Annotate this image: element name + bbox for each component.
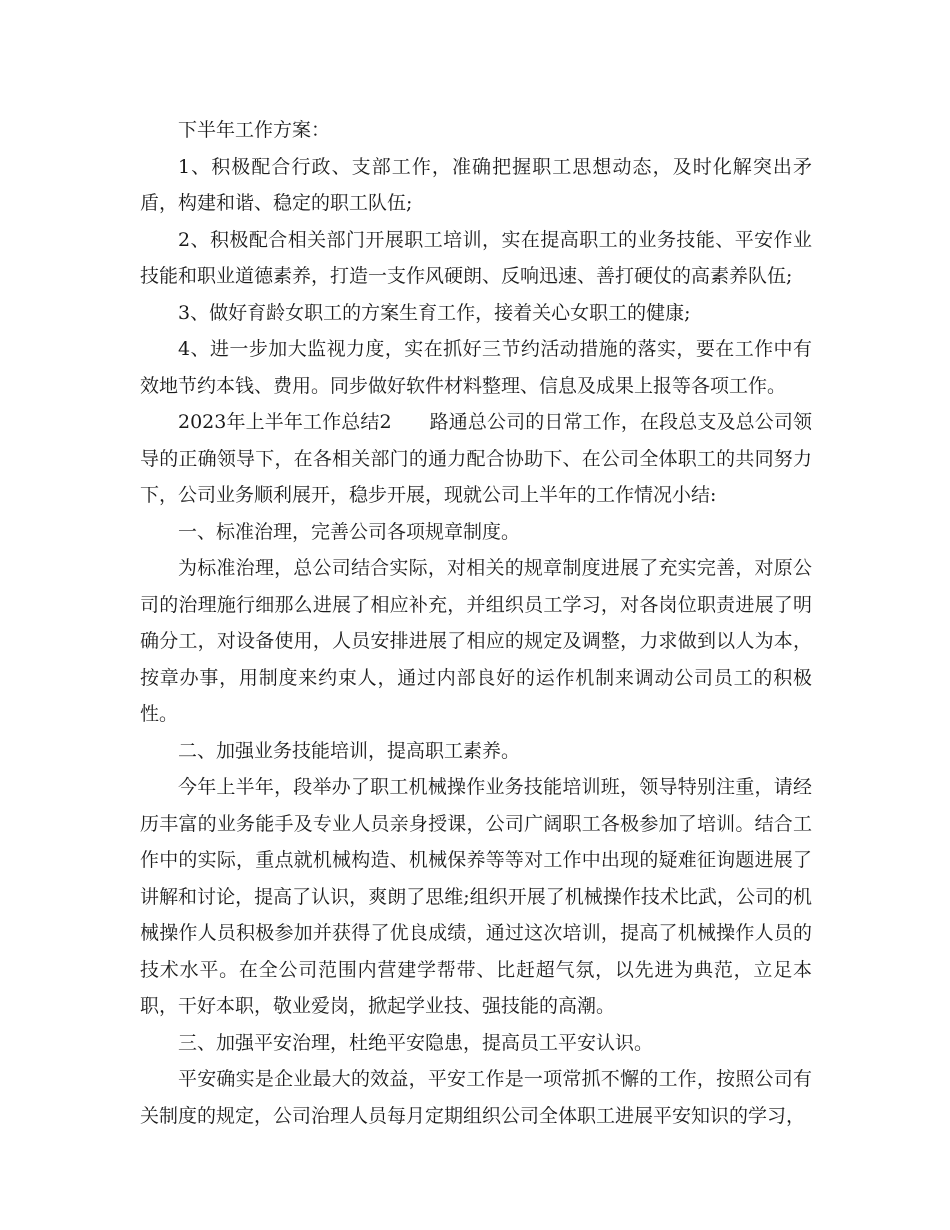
summary-title: 2023年上半年工作总结2	[178, 411, 392, 433]
section-3-body: 平安确实是企业最大的效益，平安工作是一项常抓不懈的工作，按照公司有关制度的规定，公司治理人员每月定期组织公司全体职工进展平安知识的学习，	[140, 1068, 812, 1127]
section-1-body: 为标准治理，总公司结合实际，对相关的规章制度进展了充实完善，对原公司的治理施行细那么进展了相应补充，并组织员工学习，对各岗位职责进展了明确分工，对设备使用，人员安排进展了相应的规定及调整，力求做到以人为本，按章办事，用制度来约束人，通过内部良好的运作机制来调动公司员工的积极性。	[140, 557, 812, 725]
summary-intro: 路通总公司的日常工作，在段总支及总公司领导的正确领导下，在各相关部门的通力配合协助下、在公司全体职工的共同努力下，公司业务顺利展开，稳步开展，现就公司上半年的工作情况小结:	[140, 411, 812, 506]
plan-item-2: 2、积极配合相关部门开展职工培训，实在提高职工的业务技能、平安作业技能和职业道德素养，打造一支作风硬朗、反响迅速、善打硬仗的高素养队伍;	[140, 228, 812, 287]
plan-heading: 下半年工作方案：	[178, 119, 331, 141]
section-3-title: 三、加强平安治理，杜绝平安隐患，提高员工平安认识。	[178, 1031, 654, 1054]
plan-item-3: 3、做好育龄女职工的方案生育工作，接着关心女职工的健康;	[178, 301, 691, 324]
summary-paragraph	[140, 404, 812, 514]
section-1-title: 一、标准治理，完善公司各项规章制度。	[178, 520, 521, 543]
plan-item-4: 4、进一步加大监视力度，实在抓好三节约活动措施的落实，要在工作中有效地节约本钱、费用。同步做好软件材料整理、信息及成果上报等各项工作。	[140, 338, 812, 397]
plan-item-1: 1、积极配合行政、支部工作，准确把握职工思想动态，及时化解突出矛盾，构建和谐、稳定的职工队伍;	[140, 155, 812, 214]
section-2-title: 二、加强业务技能培训，提高职工素养。	[178, 739, 521, 762]
section-2-body: 今年上半年，段举办了职工机械操作业务技能培训班，领导特别注重，请经历丰富的业务能手及专业人员亲身授课，公司广阔职工各极参加了培训。结合工作中的实际，重点就机械构造、机械保养等等对工作中出现的疑难征询题进展了讲解和讨论，提高了认识，爽朗了思维;组织开展了机械操作技术比武，公司的机械操作人员积极参加并获得了优良成绩，通过这次培训，提高了机械操作人员的技术水平。在全公司范围内营建学帮带、比赶超气氛，以先进为典范，立足本职，干好本职，敬业爱岗，掀起学业技、强技能的高潮。	[140, 776, 812, 1017]
document-page	[140, 112, 812, 1134]
